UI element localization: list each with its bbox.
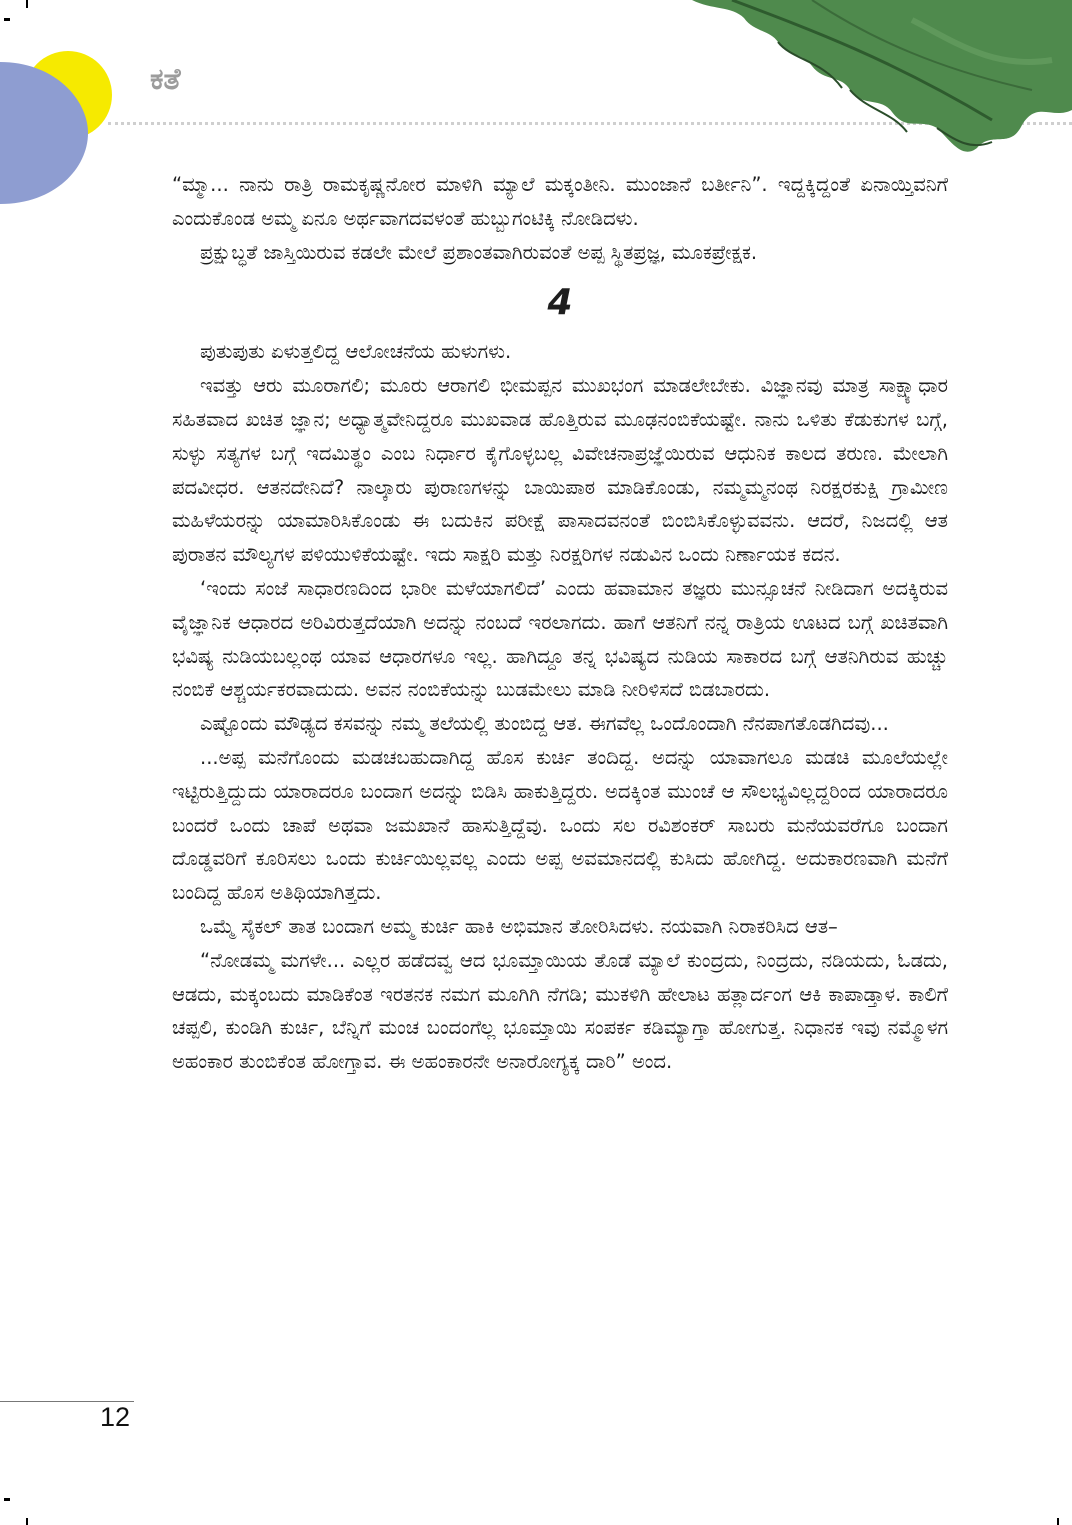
leaf-illustration <box>692 0 1072 160</box>
paragraph: ...ಅಪ್ಪ ಮನೆಗೊಂದು ಮಡಚಬಹುದಾಗಿದ್ದ ಹೊಸ ಕುರ್ಚಿ ತಂದಿದ್ದ. ಅದನ್ನು ಯಾವಾಗಲೂ ಮಡಚಿ ಮೂಲೆಯಲ್ಲೇ ಇಟ್ಟಿರುತ್ತಿದ್ದುದು ಯಾರಾದರೂ ಬಂದಾಗ ಅದನ್ನು ಬಿಡಿಸಿ ಹಾಕುತ್ತಿದ್ದರು. ಅದಕ್ಕಿಂತ ಮುಂಚೆ ಆ ಸೌಲಭ್ಯವಿಲ್ಲದ್ದರಿಂದ ಯಾರಾದರೂ ಬಂದರೆ ಒಂದು ಚಾಪೆ ಅಥವಾ ಜಮಖಾನೆ ಹಾಸುತ್ತಿದ್ದೆವು. ಒಂದು ಸಲ ರವಿಶಂಕರ್ ಸಾಬರು ಮನೆಯವರೆಗೂ ಬಂದಾಗ ದೊಡ್ಡವರಿಗೆ ಕೂರಿಸಲು ಒಂದು ಕುರ್ಚಿಯಿಲ್ಲವಲ್ಲ ಎಂದು ಅಪ್ಪ ಅವಮಾನದಲ್ಲಿ ಕುಸಿದು ಹೋಗಿದ್ದ. ಅದುಕಾರಣವಾಗಿ ಮನೆಗೆ ಬಂದಿದ್ದ ಹೊಸ ಅತಿಥಿಯಾಗಿತ್ತದು. <box>172 745 948 905</box>
crop-mark <box>26 1518 28 1525</box>
paragraph: “ಮ್ಮಾ... ನಾನು ರಾತ್ರಿ ರಾಮಕೃಷ್ಣನೋರ ಮಾಳಿಗಿ ಮ್ಯಾಲೆ ಮಕ್ಕಂತೀನಿ. ಮುಂಜಾನೆ ಬರ್ತೀನಿ”. ಇದ್ದಕ್ಕಿದ್ದಂತೆ ಏನಾಯ್ತಿವನಿಗೆ ಎಂದುಕೊಂಡ ಅಮ್ಮ ಏನೂ ಅರ್ಥವಾಗದವಳಂತೆ ಹುಬ್ಬುಗಂಟಿಕ್ಕಿ ನೋಡಿದಳು. <box>172 173 948 230</box>
crop-mark <box>4 18 10 21</box>
section-label: ಕತೆ <box>150 62 181 97</box>
section-number: 4 <box>547 282 573 324</box>
paragraph: ಇವತ್ತು ಆರು ಮೂರಾಗಲಿ; ಮೂರು ಆರಾಗಲಿ ಭೀಮಪ್ಪನ ಮುಖಭಂಗ ಮಾಡಲೇಬೇಕು. ವಿಜ್ಞಾನವು ಮಾತ್ರ ಸಾಕ್ಷ್ಯಾಧಾರ ಸಹಿತವಾದ ಖಚಿತ ಜ್ಞಾನ; ಅಧ್ಯಾತ್ಮವೇನಿದ್ದರೂ ಮುಖವಾಡ ಹೊತ್ತಿರುವ ಮೂಢನಂಬಿಕೆಯಷ್ಟೇ. ನಾನು ಒಳಿತು ಕೆಡುಕುಗಳ ಬಗ್ಗೆ, ಸುಳ್ಳು ಸತ್ಯಗಳ ಬಗ್ಗೆ ಇದಮಿತ್ಥಂ ಎಂಬ ನಿರ್ಧಾರ ಕೈಗೊಳ್ಳಬಲ್ಲ ವಿವೇಚನಾಪ್ರಜ್ಞೆಯಿರುವ ಆಧುನಿಕ ಕಾಲದ ತರುಣ. ಮೇಲಾಗಿ ಪದವೀಧರ. ಆತನದೇನಿದೆ? ನಾಲ್ಕಾರು ಪುರಾಣಗಳನ್ನು ಬಾಯಿಪಾಠ ಮಾಡಿಕೊಂಡು, ನಮ್ಮಮ್ಮನಂಥ ನಿರಕ್ಷರಕುಕ್ಷಿ ಗ್ರಾಮೀಣ ಮಹಿಳೆಯರನ್ನು ಯಾಮಾರಿಸಿಕೊಂಡು ಈ ಬದುಕಿನ ಪರೀಕ್ಷೆ ಪಾಸಾದವನಂತೆ ಬಿಂಬಿಸಿಕೊಳ್ಳುವವನು. ಆದರೆ, ನಿಜದಲ್ಲಿ ಆತ ಪುರಾತನ ಮೌಲ್ಯಗಳ ಪಳಿಯುಳಿಕೆಯಷ್ಟೇ. ಇದು ಸಾಕ್ಷರಿ ಮತ್ತು ನಿರಕ್ಷರಿಗಳ ನಡುವಿನ ಒಂದು ನಿರ್ಣಾಯಕ ಕದನ. <box>172 374 948 567</box>
crop-mark <box>1057 1518 1059 1525</box>
paragraph: ಪ್ರಕ್ಷುಬ್ಧತೆ ಜಾಸ್ತಿಯಿರುವ ಕಡಲೇ ಮೇಲೆ ಪ್ರಶಾಂತವಾಗಿರುವಂತೆ ಅಪ್ಪ ಸ್ಥಿತಪ್ರಜ್ಞ, ಮೂಕಪ್ರೇಕ್ಷಕ. <box>200 240 758 264</box>
header-decoration-circles <box>0 0 130 220</box>
paragraph: ಒಮ್ಮೆ ಸೈಕಲ್ ತಾತ ಬಂದಾಗ ಅಮ್ಮ ಕುರ್ಚಿ ಹಾಕಿ ಅಭಿಮಾನ ತೋರಿಸಿದಳು. ನಯವಾಗಿ ನಿರಾಕರಿಸಿದ ಆತ– <box>200 914 838 938</box>
crop-mark <box>26 0 28 8</box>
paragraph: ‘ಇಂದು ಸಂಜೆ ಸಾಧಾರಣದಿಂದ ಭಾರೀ ಮಳೆಯಾಗಲಿದೆ’ ಎಂದು ಹವಾಮಾನ ತಜ್ಞರು ಮುನ್ಸೂಚನೆ ನೀಡಿದಾಗ ಅದಕ್ಕಿರುವ ವೈಜ್ಞಾನಿಕ ಆಧಾರದ ಅರಿವಿರುತ್ತದೆಯಾಗಿ ಅದನ್ನು ನಂಬದೆ ಇರಲಾಗದು. ಹಾಗೆ ಆತನಿಗೆ ನನ್ನ ರಾತ್ರಿಯ ಊಟದ ಬಗ್ಗೆ ಖಚಿತವಾಗಿ ಭವಿಷ್ಯ ನುಡಿಯಬಲ್ಲಂಥ ಯಾವ ಆಧಾರಗಳೂ ಇಲ್ಲ. ಹಾಗಿದ್ದೂ ತನ್ನ ಭವಿಷ್ಯದ ನುಡಿಯ ಸಾಕಾರದ ಬಗ್ಗೆ ಆತನಿಗಿರುವ ಹುಚ್ಚು ನಂಬಿಕೆ ಆಶ್ಚರ್ಯಕರವಾದುದು. ಅವನ ನಂಬಿಕೆಯನ್ನು ಬುಡಮೇಲು ಮಾಡಿ ನೀರಿಳಿಸದೆ ಬಿಡಬಾರದು. <box>172 576 948 702</box>
story-text <box>172 168 948 1079</box>
paragraph: “ನೋಡಮ್ಮ ಮಗಳೇ... ಎಲ್ಲರ ಹಡೆದವ್ವ ಆದ ಭೂಮ್ತಾಯಿಯ ತೊಡೆ ಮ್ಯಾಲೆ ಕುಂದ್ರದು, ನಿಂದ್ರದು, ನಡಿಯದು, ಓಡದು, ಆಡದು, ಮಕ್ಕಂಬದು ಮಾಡಿಕೆಂತ ಇರತನಕ ನಮಗ ಮೂಗಿಗಿ ನೆಗಡಿ; ಮುಕಳಿಗಿ ಹೇಲಾಟ ಹತ್ಲಾರ್ದಂಗ ಆಕಿ ಕಾಪಾಡ್ತಾಳ. ಕಾಲಿಗೆ ಚಪ್ಪಲಿ, ಕುಂಡಿಗಿ ಕುರ್ಚಿ, ಬೆನ್ನಿಗೆ ಮಂಚ ಬಂದಂಗೆಲ್ಲ ಭೂಮ್ತಾಯಿ ಸಂಪರ್ಕ ಕಡಿಮ್ಯಾಗ್ತಾ ಹೋಗುತ್ತ. ನಿಧಾನಕ ಇವು ನಮ್ಮೊಳಗ ಅಹಂಕಾರ ತುಂಬಿಕೆಂತ ಹೋಗ್ತಾವ. ಈ ಅಹಂಕಾರನೇ ಅನಾರೋಗ್ಯಕ್ಕ ದಾರಿ” ಅಂದ. <box>172 948 948 1074</box>
paragraph: ಎಷ್ಟೊಂದು ಮೌಢ್ಯದ ಕಸವನ್ನು ನಮ್ಮ ತಲೆಯಲ್ಲಿ ತುಂಬಿದ್ದ ಆತ. ಈಗವೆಲ್ಲ ಒಂದೊಂದಾಗಿ ನೆನಪಾಗತೊಡಗಿದವು... <box>200 712 889 736</box>
paragraph: ಪುತುಪುತು ಏಳುತ್ತಲಿದ್ದ ಆಲೋಚನೆಯ ಹುಳುಗಳು. <box>200 340 512 364</box>
crop-mark <box>4 1498 10 1501</box>
page-number: 12 <box>100 1402 131 1432</box>
